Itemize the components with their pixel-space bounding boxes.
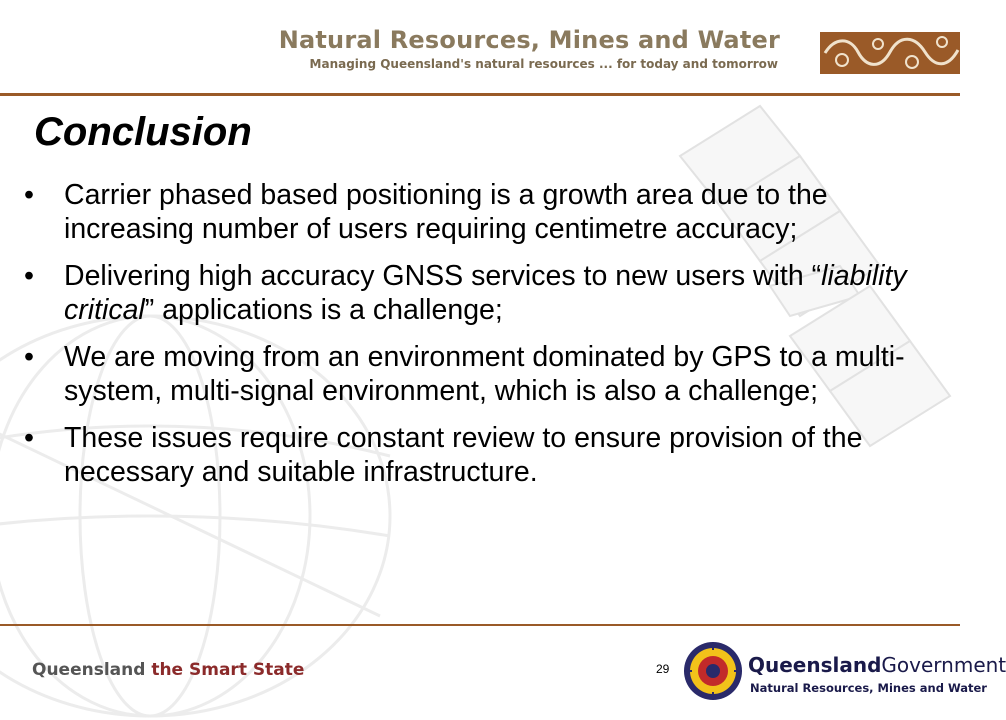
bullet-marker: • [24, 179, 34, 211]
bullet-text-end: ” applications is a challenge; [144, 294, 503, 326]
page-number: 29 [656, 662, 670, 676]
bullet-text: We are moving from an environment dominated by GPS to a multi-system, multi-signal environment, which is also a challenge; [64, 341, 905, 407]
header-tagline: Managing Queensland's natural resources ... for today and tomorrow [309, 57, 778, 71]
header-title: Natural Resources, Mines and Water [278, 26, 780, 54]
smart-state-emphasis: the Smart State [151, 660, 305, 680]
bullet-text: These issues require constant review to ensure provision of the necessary and suitable infrastructure. [64, 422, 863, 488]
queensland-crest-icon [682, 640, 744, 702]
bullet-item [22, 340, 937, 408]
bullet-marker: • [24, 422, 34, 454]
gov-bold: Queensland [748, 653, 882, 677]
bullet-emphasis: liability critical [64, 260, 907, 326]
bullet-marker: • [24, 341, 34, 373]
footer-rule [0, 624, 960, 626]
smart-state-logo [32, 660, 304, 680]
bullet-list [22, 178, 937, 502]
header-pattern-graphic [820, 32, 960, 74]
smart-state-prefix: Queensland [32, 660, 152, 680]
bullet-item [22, 421, 937, 489]
bullet-text: Carrier phased based positioning is a growth area due to the increasing number of users requiring centimetre accuracy; [64, 179, 828, 245]
bullet-item [22, 259, 937, 327]
slide-title: Conclusion [34, 110, 252, 154]
bullet-text-start: Delivering high accuracy GNSS services to new users with “ [64, 260, 822, 292]
queensland-government-logo-text [748, 653, 1006, 677]
bullet-marker: • [24, 260, 34, 292]
department-name: Natural Resources, Mines and Water [750, 681, 987, 695]
bullet-item [22, 178, 937, 246]
gov-regular: Government [881, 653, 1006, 677]
slide-header [0, 0, 960, 95]
